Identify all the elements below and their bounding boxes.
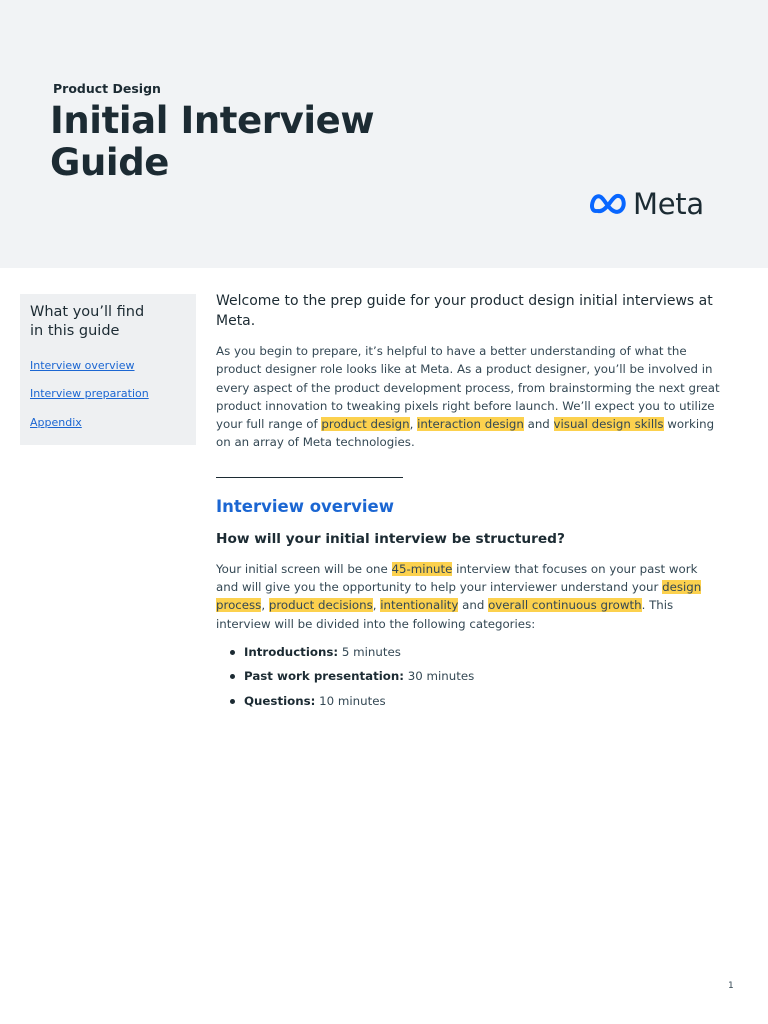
highlight-intentionality: intentionality: [380, 598, 459, 613]
title-line-1: Initial Interview: [50, 99, 375, 142]
section-divider: [216, 477, 403, 478]
toc-link-interview-preparation[interactable]: Interview preparation: [30, 387, 149, 400]
header-banner: [0, 0, 768, 268]
highlight-continuous-growth: overall continuous growth: [488, 598, 642, 613]
meta-logo: [590, 186, 704, 222]
table-of-contents: [20, 294, 196, 445]
toc-heading: What you’ll find in this guide: [30, 304, 145, 339]
main-content: [216, 291, 721, 717]
list-item: Past work presentation: 30 minutes: [230, 668, 721, 684]
highlight-visual-design-skills: visual design skills: [553, 417, 664, 432]
highlight-design-process: design process: [216, 580, 702, 613]
highlight-interaction-design: interaction design: [417, 417, 524, 432]
interview-categories-list: [216, 644, 721, 709]
bullet-icon: [230, 674, 235, 679]
overview-paragraph: Your initial screen will be one 45-minute interview that focuses on your past work and will give you the opportunity to help your interviewer understand your design process, product decisions, intentionality and overall continuous growth. This interview will be divided into the following categories:: [216, 561, 702, 631]
document-title: [50, 100, 374, 184]
logo-wordmark: Meta: [633, 187, 704, 221]
list-item: Introductions: 5 minutes: [230, 644, 721, 660]
highlight-45-minute: 45-minute: [391, 561, 453, 576]
bullet-icon: [230, 650, 235, 655]
document-category: Product Design: [53, 81, 161, 96]
list-item: Questions: 10 minutes: [230, 693, 721, 709]
title-line-2: Guide: [50, 141, 169, 184]
section-title-interview-overview: Interview overview: [216, 496, 394, 516]
bullet-icon: [230, 699, 235, 704]
toc-link-appendix[interactable]: Appendix: [30, 416, 82, 429]
intro-lead: Welcome to the prep guide for your product design initial interviews at Meta.: [216, 293, 713, 329]
highlight-product-decisions: product decisions: [268, 598, 373, 613]
meta-infinity-icon: [590, 191, 630, 217]
section-question: How will your initial interview be structured?: [216, 530, 565, 547]
highlight-product-design: product design: [321, 417, 410, 432]
intro-paragraph: As you begin to prepare, it’s helpful to have a better understanding of what the product designer role looks like at Meta. As a product designer, you’ll be involved in every aspect of the product development process, from brainstorming the next great product innovation to tweaking pixels right before launch. We’ll expect you to utilize your full range of product design, interaction design and visual design skills working on an array of Meta technologies.: [216, 344, 720, 450]
toc-link-interview-overview[interactable]: Interview overview: [30, 359, 135, 372]
page-number: 1: [728, 981, 734, 991]
